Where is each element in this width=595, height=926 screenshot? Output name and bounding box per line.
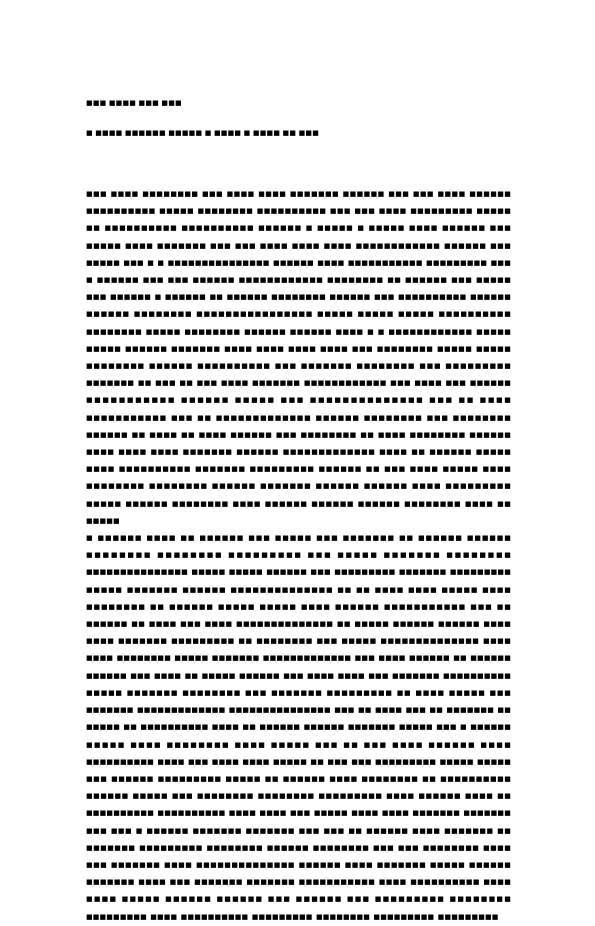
paragraph-1: ■■■ ■■■■ ■■■■■■■■ ■■■ ■■■■ ■■■■ ■■■■■■■ ■■■■■■ ■■■ ■■■ ■■■■ ■■■■■■ ■■■■■■■■■■ ■■■■■ ■■■■■■■■ ■■■■■■■■■■ ■■■ ■■■ ■■■■ ■■■■■■■■■ ■■■■■ ■■ ■■■■■■■■■■ ■■■■■■■■■■ ■■■■■■ ■ ■■■■■ ■ ■■■■■ ■■■■ ■■■■■■ ■■■ ■■■■■ ■■■■ ■■■■■■■ ■■■ ■■■ ■■■■ ■■■■ ■■■■ ■■■■■■■■■■■■ ■■■■■■ ■■■ ■■■■■ ■■■ ■ ■ ■■■■■■■■■■■■■■■ ■■■■■■ ■■■■ ■■■■■■■■■■■ ■■■■■■■■■ ■■■ ■ ■■■■■■ ■■■ ■■■ ■■■■■■ ■■■■■■■■■■■■ ■■■■■■■■ ■■ ■■■■■■ ■■■ ■■■■■ ■■■ ■■■■■■ ■ ■■■■■■ ■■ ■■■■■■ ■■■■■■■■ ■■■■■■ ■■■ ■■■■■■■■■■ ■■■■■■ ■■■■■■ ■■■■■■■■ ■■■■■■■■■■■■■■■■ ■■■■■ ■■■■■ ■■■■■ ■■■■■■■■■■ ■■■■■■■■ ■■■■■ ■■■■■■■■ ■■■■■■ ■■■■■■ ■■■■ ■ ■ ■■■■■■■■■■■■ ■■■■■ ■■■■■ ■■■■■■ ■■■■■■■ ■■■■ ■■■■ ■■■■ ■■■■ ■■■ ■■■■■■■■ ■■■■■ ■■■■■ ■■■■■■■■ ■■■■■■ ■■■■■■■■■■ ■■■ ■■■■■■■ ■■■■■■■■ ■■■ ■■■■■■■■■ ■■■■■■■ ■■ ■■■ ■■ ■■■ ■■■■ ■■■■■■■ ■■■■■■■■■■■■ ■■■ ■■■■ ■■■ ■■■■■■ ■■■■■■■■■■■ ■■■■■■ ■■■■■ ■■■ ■■■■■■■■■■■■■■ ■■■ ■■ ■■■■ ■■■■■■■■■■■ ■■■ ■■ ■■■■■■■■■■■■■ ■■■■■■ ■■■■■■■■ ■■■ ■■■■■■■■ ■■■■■■ ■■ ■■■■ ■■ ■■■■ ■■■■■■ ■■■ ■■■■■■■■ ■■ ■■■■ ■■■■■■■■ ■■■■■■ ■■■■ ■■■■ ■■■■ ■■■■■■■ ■■■■■■ ■■■■■■■■■■■■■ ■■■■ ■■ ■■■■■■ ■■■■■ ■■■■ ■■■■■■■■■■ ■■■■■■■ ■■■■■■■■■ ■■■■■■ ■■ ■■■ ■■■■ ■■■■■ ■■■■ ■■■■■■■■ ■■■■■■■■ ■■■■■■ ■■■■■■■ ■■■■■■ ■■■■■■ ■■■■ ■■■■■■■■■ ■■■■■ ■■■■■■ ■■■■■■■■ ■■■■ ■■■■■■ ■■■■■■ ■■■■■■ ■■■■■■■■ ■■■■ ■■ ■■■■■ — [86, 190, 511, 525]
paragraph-2: ■ ■■■■■■ ■■■■ ■■ ■■■■■■ ■■■ ■■■■■ ■■■ ■■■■■■■ ■■ ■■■■■■ ■■■■■■ ■■■■■■■■ ■■■■■■■■ ■■■■■■■■■ ■■■ ■■■■■ ■■■■■■■ ■■■■■■■■ ■■■■■■■■■■■■■■■ ■■■■■ ■■■■■ ■■■■■■ ■■■ ■■■■■■■■■ ■■■■■■■ ■■■■■■■■■ ■■■■■ ■■■■■■■ ■■■■■■ ■■■■■■■■■■■■■■ ■■ ■■ ■■■■ ■■■■ ■■■■■ ■■■■ ■■■■■■■■ ■■ ■■■■■■ ■■■■■ ■■■■■ ■■■■ ■■■■■■ ■■■■■■■■■■■ ■■■ ■■ ■■■■■■ ■■ ■■■■ ■■■ ■■■■ ■■■■■■■■■■■■■■ ■■ ■■■■■ ■■■■■■ ■■■■■■ ■■■■ ■■■■ ■■■■■■■ ■■■■■■■■■ ■■ ■■■■■■■■ ■■■ ■■■■■ ■■■■■■■■■■■■■■ ■■■■ ■■■■ ■■■■■■■■ ■■■■■ ■■■■■■■ ■■■■■■■■■■■■■ ■■■ ■■■■ ■■■■■■ ■■ ■■■■■■ ■■■■■■ ■■■ ■■■■ ■■ ■■■■■ ■■■■■■ ■■■ ■■■■ ■■■■ ■■■ ■■■■■■■ ■■■■■■■■■■ ■■■■■ ■■■■■■■ ■■■■■■■■ ■■■ ■■■■■■■ ■■■■■■■■■ ■■ ■■■■ ■■■■■ ■■■ ■■■■■■■ ■■■■■■■■■■■■■ ■■■■■■■■■■■■■■■ ■■■ ■■ ■■■■ ■■■ ■■ ■■■■■■■ ■■ ■■■■■ ■■ ■■■■■■■■■■ ■■■■ ■■ ■■■■■■ ■■■■■■ ■■■■■■■ ■■■■■ ■■■ ■ ■■■■■■ ■■■■■ ■■■■ ■■■■■■■■ ■■■■ ■■■■■ ■■■ ■■ ■■■ ■■■■ ■■■■■■ ■■■■ ■■■■■■■■■■ ■■■■ ■■■ ■■■■ ■■■■ ■■■■■ ■■ ■■■ ■■■ ■■■■■■■■■ ■■■■■ ■■■■■ ■■■ ■■■■■■ ■■■■■■■■■ ■■■■■ ■■ ■■■■■■ ■■■■ ■■■■■■■■ ■■ ■■■■■■■■■■ ■■■■■■ ■■■■■ ■■■ ■■■■■■■■ ■■■■■■■■ ■■■■■■■■■ ■■■■ ■■■■■■ ■■■■ ■■ ■■■■■■■■■■ ■■■■■■■■■■ ■■■■ ■■■■ ■■■ ■■■■■ ■■■■ ■■■■ ■■■■■■■ ■■■■■■■ ■■■ ■■■ ■ ■■■■■■ ■■■■■■■ ■■■■■■■ ■■■ ■■■ ■■ ■■■■■■ ■■■■ ■■■■■■■ ■■ ■■■■■■■ ■■■■■■■■■ ■■■■■■■■ ■■■■■■ ■■■■■■■■ ■■■ ■■■ ■■■■■■■■ ■■■■ ■■■ ■■■■■■■ ■■■■ ■■■■■■■■■■■■■■ ■■■■■■ ■■■■ ■■■■■■■ ■■■■■ ■■■■■■ ■■■■■■■ ■■■■ ■■■ ■■■■■■■ ■■■■■■■ ■■■■■■■■■■■ ■■■■ ■■■■■■■■■■ ■■■■ ■■■■ ■■■■■ ■■■■■■ ■■■■■■ ■■■ ■■■■■■ ■■■ ■■■■■■■■■ ■■■■■■■■ ■■■■■■■■■ ■■■■ ■■■■■■■■■■ ■■■■■■■■■ ■■■■■■■■ ■■■■■■■■■ ■■■■■■■■■ — [86, 534, 511, 921]
document-subheader: ■ ■■■■ ■■■■■■ ■■■■■ ■ ■■■■ ■ ■■■■ ■■ ■■■ — [86, 129, 320, 137]
document-header: ■■■ ■■■■ ■■■ ■■■ — [86, 99, 182, 107]
document-body — [86, 186, 511, 926]
